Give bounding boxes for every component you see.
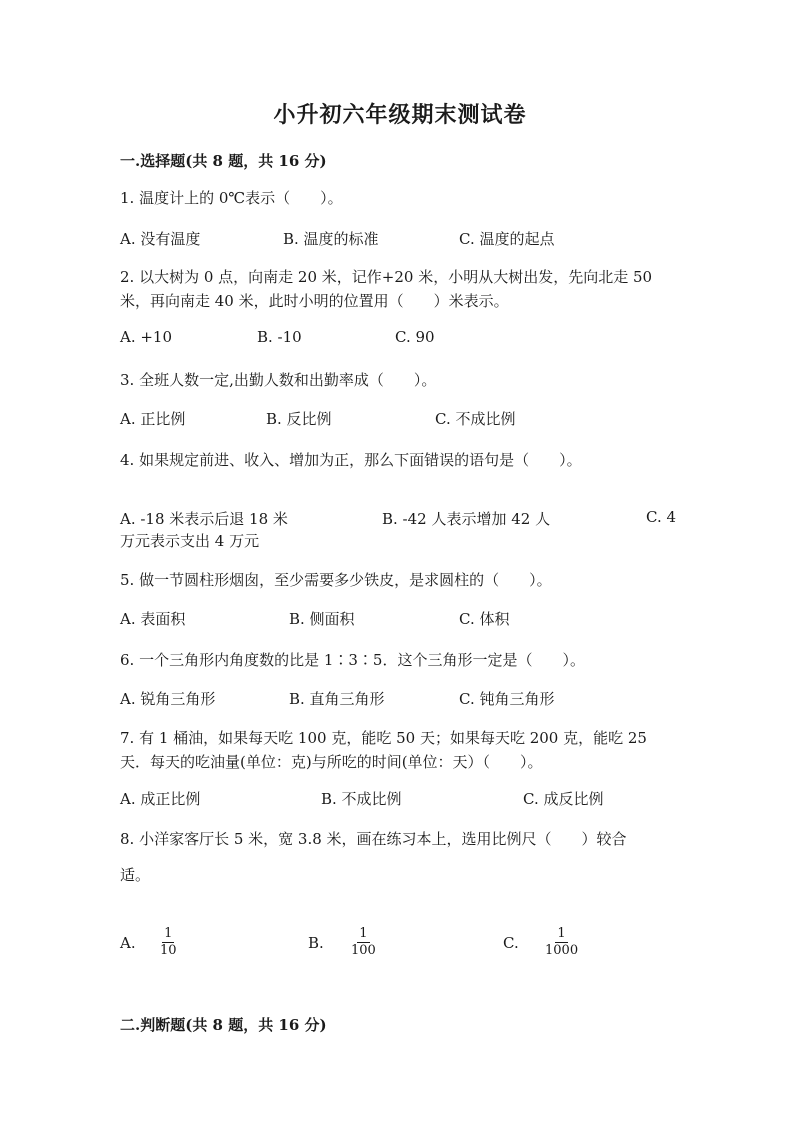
option-c[interactable]: C. 钝角三角形 — [459, 690, 555, 708]
option-a[interactable]: A. 正比例 — [120, 410, 186, 428]
question-3: 3. 全班人数一定,出勤人数和出勤率成（ ）。 — [120, 371, 437, 389]
question-1: 1. 温度计上的 0℃表示（ ）。 — [120, 189, 343, 207]
question-8-continuation: 适。 — [120, 866, 151, 884]
question-7-options — [120, 788, 680, 810]
option-b[interactable]: B. 温度的标准 — [283, 230, 379, 248]
option-b[interactable]: B. 不成比例 — [321, 790, 402, 808]
option-c[interactable]: C. 90 — [395, 328, 435, 346]
question-2-options — [120, 328, 680, 350]
fraction-numerator: 1 — [557, 926, 566, 941]
question-1-options — [120, 228, 680, 250]
question-5-options — [120, 608, 680, 630]
option-b[interactable]: B. 反比例 — [266, 410, 332, 428]
option-b[interactable]: B. -42 人表示增加 42 人 — [382, 510, 551, 528]
option-a[interactable]: A. +10 — [120, 328, 173, 346]
fraction-numerator: 1 — [359, 926, 368, 941]
section-heading-judgment: 二.判断题(共 8 题，共 16 分) — [120, 1016, 327, 1034]
fraction-numerator: 1 — [164, 926, 173, 941]
question-8: 8. 小洋家客厅长 5 米，宽 3.8 米，画在练习本上，选用比例尺（ ）较合 — [120, 830, 627, 848]
option-b-label: B. — [308, 934, 324, 952]
option-b[interactable]: B. 直角三角形 — [289, 690, 385, 708]
fraction-1-1000 — [543, 926, 580, 959]
question-4-options — [120, 508, 680, 530]
fraction-denominator: 100 — [351, 943, 376, 958]
option-b[interactable]: B. 侧面积 — [289, 610, 355, 628]
question-6-options — [120, 688, 680, 710]
option-a[interactable]: A. 成正比例 — [120, 790, 201, 808]
option-a[interactable]: A. -18 米表示后退 18 米 — [120, 510, 288, 528]
question-3-options — [120, 408, 680, 430]
option-c[interactable]: C. 温度的起点 — [459, 230, 555, 248]
question-7: 7. 有 1 桶油，如果每天吃 100 克，能吃 50 天；如果每天吃 200 克，能吃 25 天．每天的吃油量(单位：克)与所吃的时间(单位：天）（ ）。 — [120, 729, 647, 771]
question-2: 2. 以大树为 0 点，向南走 20 米，记作+20 米，小明从大树出发，先向北走 50 米，再向南走 40 米，此时小明的位置用（ ）米表示。 — [120, 268, 653, 310]
fraction-1-10 — [158, 926, 179, 959]
fraction-denominator: 1000 — [545, 943, 579, 958]
option-c-label: C. — [503, 934, 519, 952]
fraction-denominator: 10 — [160, 943, 177, 958]
question-6: 6. 一个三角形内角度数的比是 1∶3∶5．这个三角形一定是（ ）。 — [120, 651, 585, 669]
section-heading-choice: 一.选择题(共 8 题，共 16 分) — [120, 152, 327, 170]
fraction-1-100 — [349, 926, 378, 959]
option-a-label: A. — [120, 934, 136, 952]
option-c[interactable]: C. 体积 — [459, 610, 510, 628]
option-c[interactable]: C. 不成比例 — [435, 410, 516, 428]
question-5: 5. 做一节圆柱形烟囱，至少需要多少铁皮，是求圆柱的（ ）。 — [120, 571, 552, 589]
option-b[interactable]: B. -10 — [257, 328, 302, 346]
option-c-continuation: 万元表示支出 4 万元 — [120, 532, 260, 550]
option-c[interactable]: C. 成反比例 — [523, 790, 604, 808]
option-c[interactable]: C. 4 — [646, 508, 677, 526]
option-a[interactable]: A. 表面积 — [120, 610, 186, 628]
option-a[interactable]: A. 锐角三角形 — [120, 690, 216, 708]
page-title: 小升初六年级期末测试卷 — [273, 102, 527, 128]
question-4: 4. 如果规定前进、收入、增加为正，那么下面错误的语句是（ ）。 — [120, 451, 582, 469]
option-a[interactable]: A. 没有温度 — [120, 230, 201, 248]
